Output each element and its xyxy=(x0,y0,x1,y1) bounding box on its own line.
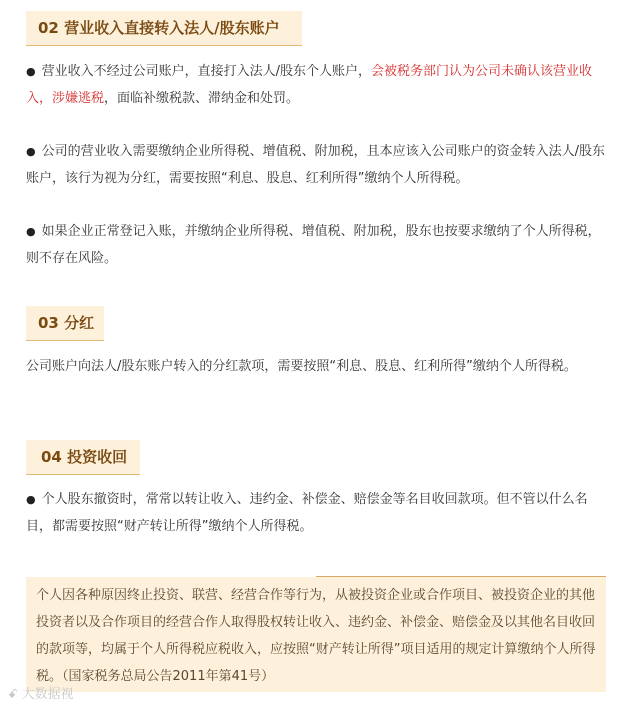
bullet-paragraph-1 xyxy=(26,58,611,112)
bullet-dot: ● xyxy=(26,493,36,506)
watermark-logo-icon: ꗃ xyxy=(8,687,18,701)
bullet-text-after: ，面临补缴税款、滞纳金和处罚。 xyxy=(104,91,300,106)
section-heading-04: 04 投资收回 xyxy=(26,440,140,475)
section-heading-02: 02 营业收入直接转入法人/股东账户 xyxy=(26,11,302,46)
bullet-text: 如果企业正常登记入账，并缴纳企业所得税、增值税、附加税，股东也按要求缴纳了个人所得税，则不存在风险。 xyxy=(26,224,601,266)
watermark-text: 大数据视 xyxy=(21,687,74,702)
bullet-text-before: 营业收入不经过公司账户，直接打入法人/股东个人账户， xyxy=(41,64,371,79)
bullet-dot: ● xyxy=(26,225,36,238)
bullet-text-highlight: 会被税务部门认为公司未确认该营业收入，涉嫌逃税 xyxy=(26,64,593,106)
regulation-quote-box xyxy=(26,577,606,692)
dividend-paragraph: 公司账户向法人/股东账户转入的分红款项，需要按照“利息、股息、红利所得”缴纳个人所得税。 xyxy=(26,359,577,374)
bullet-paragraph-2 xyxy=(26,138,611,192)
watermark xyxy=(8,686,74,703)
bullet-paragraph-3 xyxy=(26,218,611,272)
regulation-quote-text: 个人因各种原因终止投资、联营、经营合作等行为，从被投资企业或合作项目、被投资企业的其他投资者以及合作项目的经营合作人取得股权转让收入、违约金、补偿金、赔偿金及以其他名目收回的款项等，均属于个人所得税应税收入，应按照“财产转让所得”项目适用的规定计算缴纳个人所得税。（国家税务总局公告2011年第41号） xyxy=(36,588,596,684)
bullet-text: 个人股东撤资时，常常以转让收入、违约金、补偿金、赔偿金等名目收回款项。但不管以什么名目，都需要按照“财产转让所得”缴纳个人所得税。 xyxy=(26,492,588,534)
bullet-text: 公司的营业收入需要缴纳企业所得税、增值税、附加税，且本应该入公司账户的资金转入法人/股东账户，该行为视为分红，需要按照“利息、股息、红利所得”缴纳个人所得税。 xyxy=(26,144,605,186)
investment-bullet-paragraph xyxy=(26,486,611,540)
section-heading-03: 03 分红 xyxy=(26,306,104,341)
bullet-dot: ● xyxy=(26,65,36,78)
bullet-dot: ● xyxy=(26,145,36,158)
